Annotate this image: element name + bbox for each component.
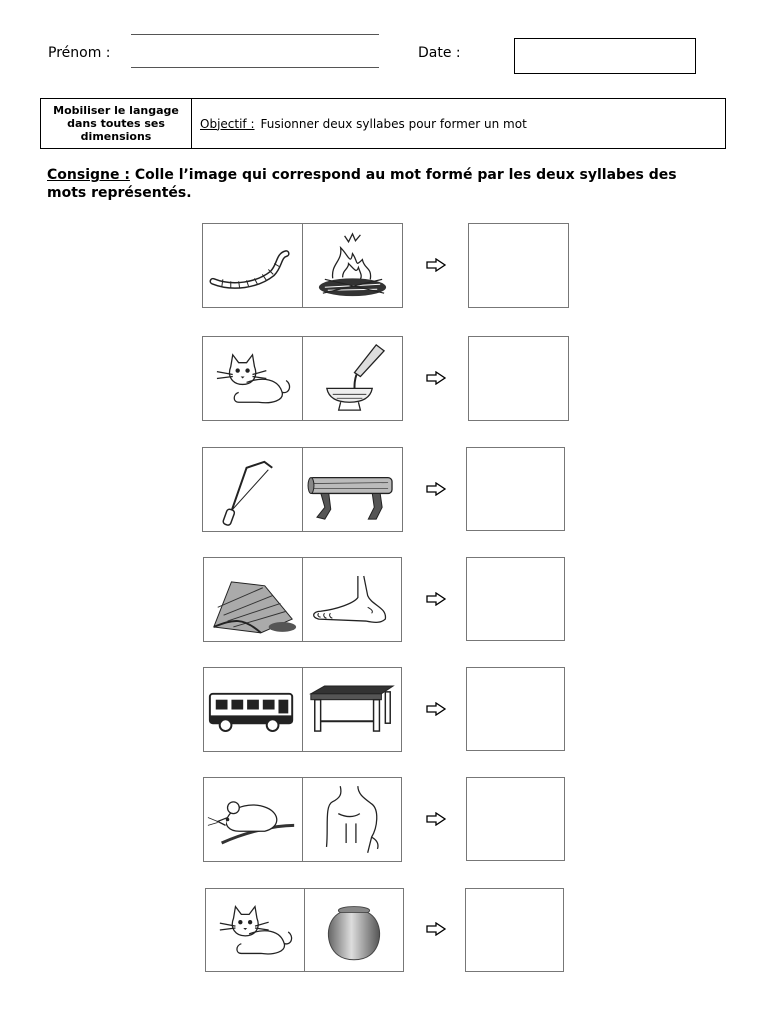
bench-picture-cell <box>302 447 403 532</box>
prenom-label: Prénom : <box>48 45 111 61</box>
answer-box-5[interactable] <box>466 667 565 751</box>
arrow-right-icon <box>426 922 446 936</box>
foot-icon <box>303 558 401 641</box>
arrow-right-icon <box>426 482 446 496</box>
log-bench-icon <box>303 448 402 531</box>
foot-picture-cell <box>302 557 402 642</box>
bus-picture-cell <box>203 667 303 752</box>
table-picture-cell <box>302 667 402 752</box>
cat-picture-cell-2 <box>205 888 305 972</box>
campfire-icon <box>303 224 402 307</box>
campfire-picture-cell <box>302 223 403 308</box>
pitcher-picture-cell <box>302 336 403 421</box>
answer-box-7[interactable] <box>465 888 564 972</box>
objective-label: Objectif : <box>200 116 255 131</box>
answer-box-6[interactable] <box>466 777 565 861</box>
info-table <box>40 98 726 149</box>
prenom-line[interactable] <box>131 67 379 68</box>
torso-picture-cell <box>302 777 402 862</box>
bridge-picture-cell <box>203 557 303 642</box>
date-box[interactable] <box>514 38 696 74</box>
arrow-right-icon <box>426 371 446 385</box>
rat-icon <box>204 778 302 861</box>
instructions <box>47 166 717 202</box>
cat-icon <box>203 337 302 420</box>
worm-picture-cell <box>202 223 303 308</box>
pot-picture-cell <box>304 888 404 972</box>
arrow-right-icon <box>426 258 446 272</box>
pot-icon <box>305 889 403 971</box>
hacksaw-picture-cell <box>202 447 303 532</box>
arrow-right-icon <box>426 592 446 606</box>
bus-icon <box>204 668 302 751</box>
instructions-text: Colle l’image qui correspond au mot formé par les deux syllabes des mots représentés. <box>47 167 677 201</box>
hacksaw-icon <box>203 448 302 531</box>
date-label: Date : <box>418 45 461 61</box>
objective-cell <box>192 99 725 148</box>
answer-box-4[interactable] <box>466 557 565 641</box>
answer-box-1[interactable] <box>468 223 569 308</box>
table-icon <box>303 668 401 751</box>
answer-box-2[interactable] <box>468 336 569 421</box>
arrow-right-icon <box>426 812 446 826</box>
cat-picture-cell <box>202 336 303 421</box>
domain-cell: Mobiliser le langage dans toutes ses dimensions <box>41 99 192 148</box>
instructions-label: Consigne : <box>47 167 130 183</box>
prenom-line-top <box>131 34 379 35</box>
rat-picture-cell <box>203 777 303 862</box>
arrow-right-icon <box>426 702 446 716</box>
torso-icon <box>303 778 401 861</box>
worm-icon <box>203 224 302 307</box>
bridge-icon <box>204 558 302 641</box>
pouring-pitcher-icon <box>303 337 402 420</box>
cat-icon <box>206 889 304 971</box>
objective-text: Fusionner deux syllabes pour former un mot <box>260 116 527 131</box>
answer-box-3[interactable] <box>466 447 565 531</box>
